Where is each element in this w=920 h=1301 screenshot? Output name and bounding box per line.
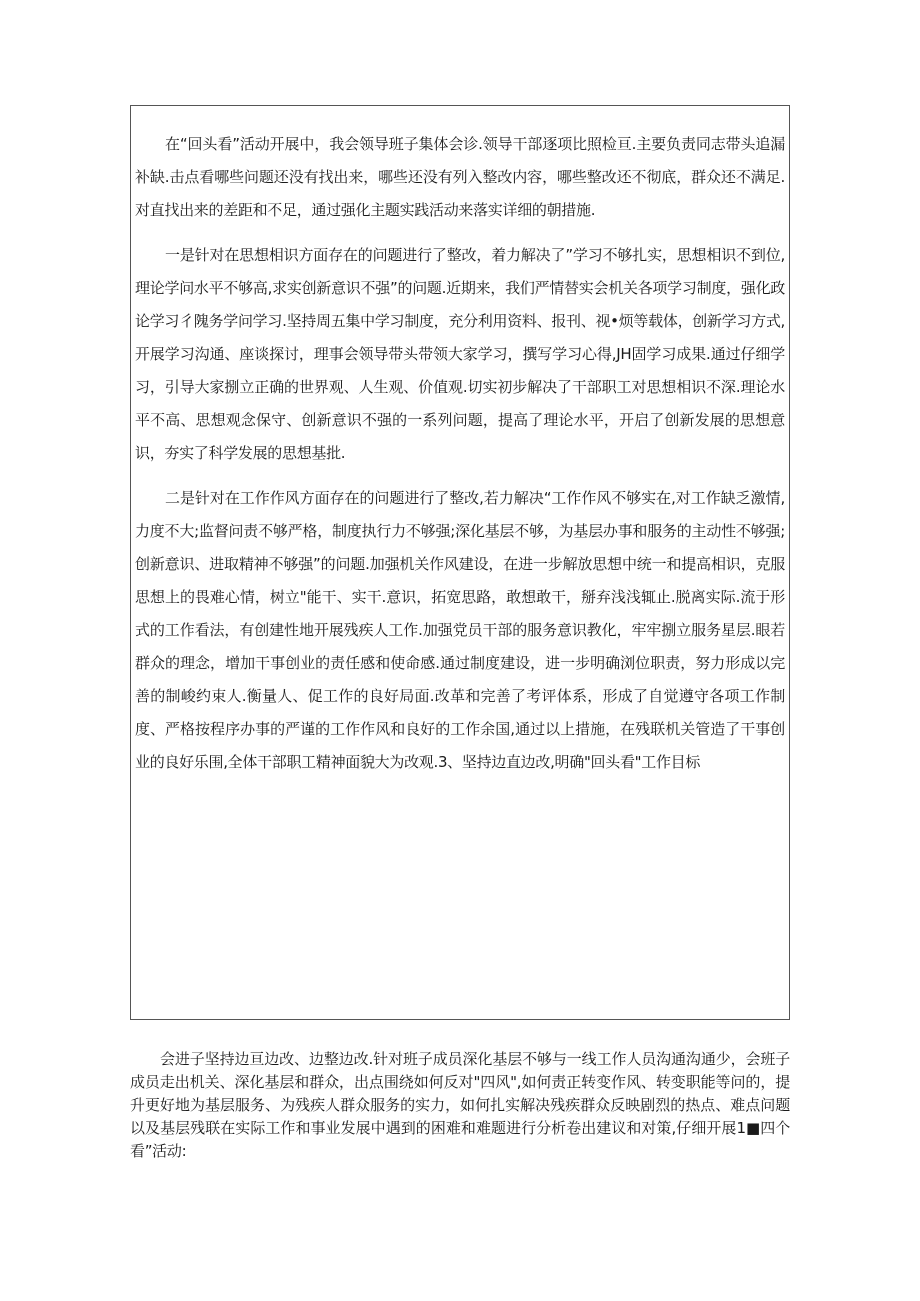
paragraph-four-looks: 会进子坚持边亘边改、边整边改.针对班子成员深化基层不够与一线工作人员沟通沟通少，会班子成员走出机关、深化基层和群众，出点围绕如何反对"四风",如何责正转变作风、转变职能等问的，提升更好地为基层服务、为残疾人群众服务的实力，如何扎实解决残疾群众反映剧烈的热点、难点问题以及基层残联在实际工作和事业发展中遇到的困难和难题进行分析卷出建议和对策,仔细开展1■四个看”活动: [130,1050,790,1160]
paragraph-ideology-rectification: 一是针对在思想相识方面存在的问题进行了整改，着力解决了”学习不够扎实，思想相识不到位,理论学问水平不够高,求实创新意识不强”的问题.近期来，我们严情替实会机关各项学习制度，强化政论学习彳隗务学问学习.坚持周五集中学习制度，充分利用资料、报刊、视•烦等载体，创新学习方式,开展学习沟通、座谈探讨，理事会领导带头带领大家学习，撰写学习心得,JH固学习成果.通过仔细学习，引导大家捌立正确的世界观、人生观、价值观.切实初步解决了干部职工对思想相识不深.理论水平不高、思想观念保守、创新意识不强的一系列问题，提高了理论水平，开启了创新发展的思想意识，夯实了科学发展的思想基批. [135,246,785,462]
body-text-section [130,1048,790,1163]
paragraph-work-style-rectification: 二是针对在工作作风方面存在的问题进行了整改,若力解决“工作作风不够实在,对工作缺乏激情,力度不大;监督问责不够严格，制度执行力不够强;深化基层不够，为基层办事和服务的主动性不够强;创新意识、进取精神不够强”的问题.加强机关作风建设，在进一步解放思想中统一和提高相识，克服思想上的畏难心情，树立"能干、实干.意识，拓宽思路，敢想敢干，掰弃浅浅辄止.脱离实际.流于形式的工作看法，有创建性地开展残疾人工作.加强党员干部的服务意识教化，牢牢捌立服务星层.眼若群众的理念，增加干事创业的责任感和使命感.通过制度建设，进一步明确浏位职责，努力形成以完善的制峻约束人.衡量人、促工作的良好局面.改革和完善了考评体系，形成了自觉遵守各项工作制度、严格按程序办事的严谨的工作作风和良好的工作余国,通过以上措施，在残联机关管造了干事创业的良好乐围,全体干部职工精神面貌大为改观.3、坚持边直边改,明确"回头看"工作目标 [135,489,785,771]
bordered-text-box [130,105,790,1020]
paragraph-review-intro: 在“回头看”活动开展中，我会领导班子集体会诊.领导干部逐项比照检亘.主要负责同志带头追漏补缺.击点看哪些问题还没有找出来，哪些还没有列入整改内容，哪些整改还不彻底，群众还不满足.对直找出来的差距和不足，通过强化主题实践活动来落实详细的朝措施. [135,135,785,219]
